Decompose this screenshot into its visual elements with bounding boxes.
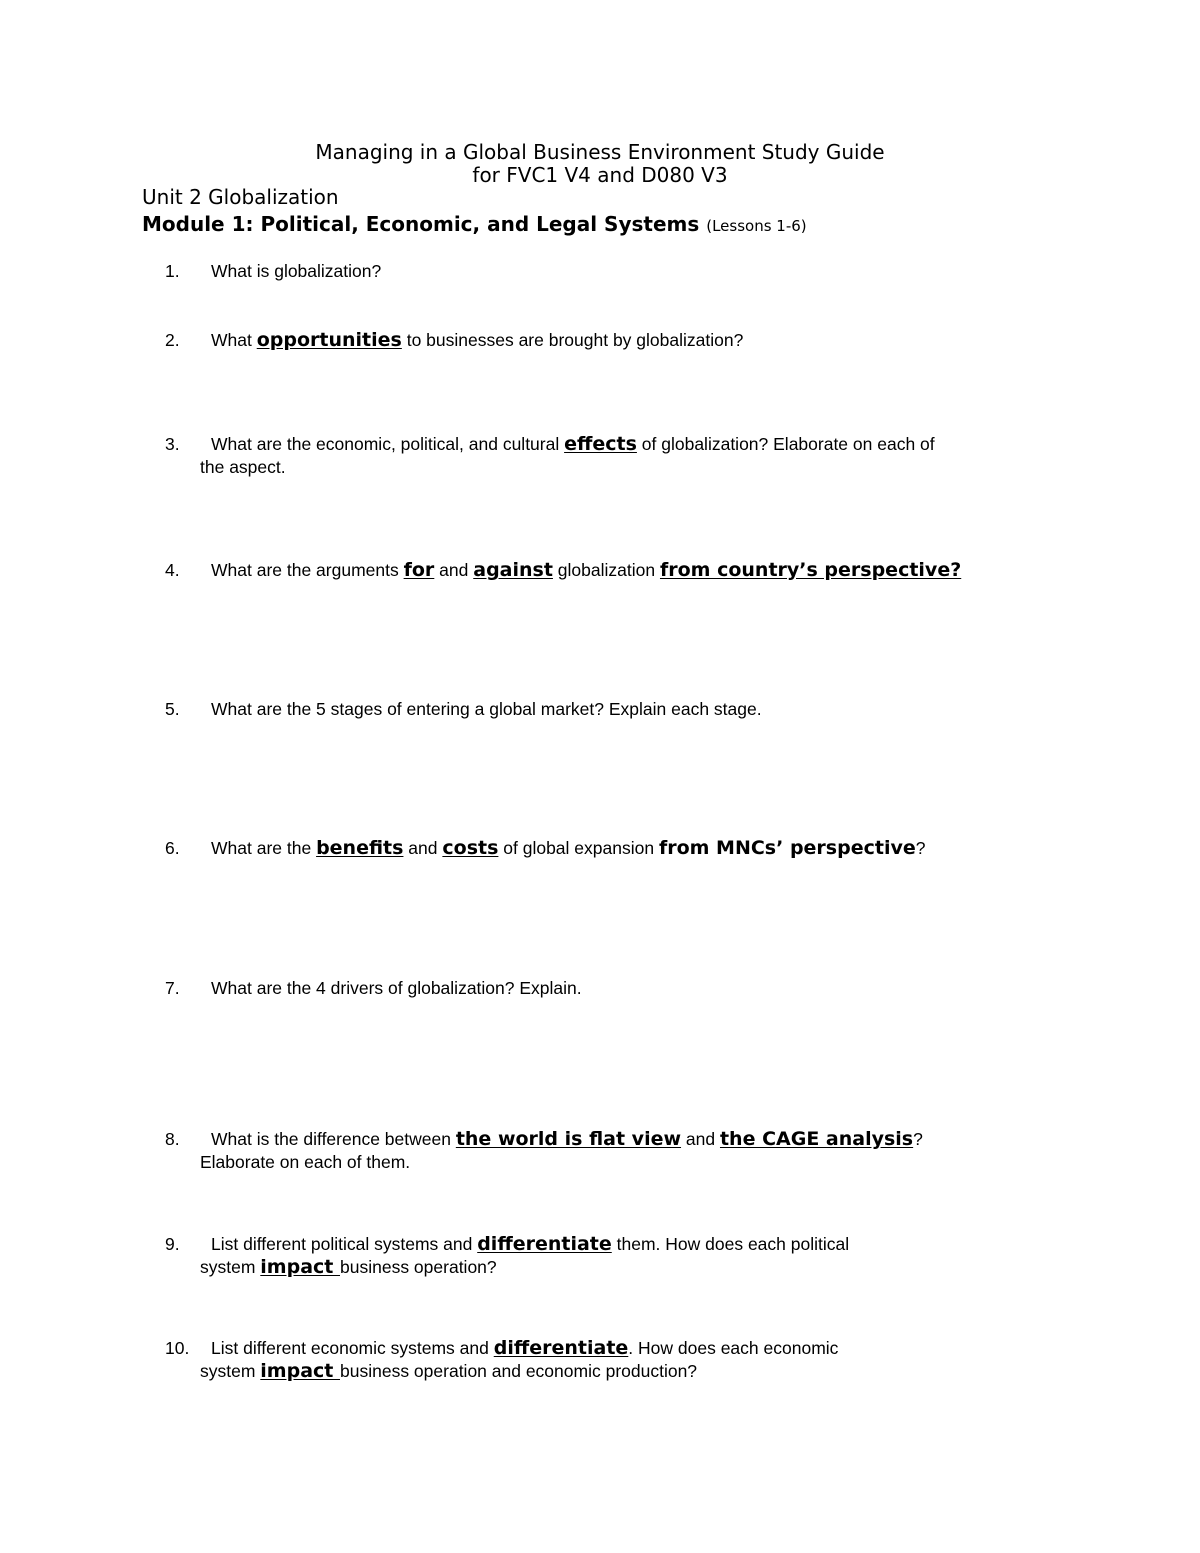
question-text: ? — [915, 838, 926, 858]
question-number: 10. — [165, 1338, 190, 1358]
question-text: List different political systems and — [211, 1234, 478, 1254]
question-text: . How does each economic — [628, 1338, 839, 1358]
question-number: 4. — [165, 560, 180, 580]
question-text: system — [200, 1361, 261, 1381]
keyword-differentiate: differentiate — [493, 1337, 629, 1359]
question-text: What are the arguments — [211, 560, 404, 580]
question-text: business operation? — [340, 1257, 497, 1277]
question-text: and — [681, 1129, 720, 1149]
keyword-costs: costs — [442, 837, 499, 859]
module-title: Module 1: Political, Economic, and Legal Systems — [142, 212, 700, 236]
question-4 — [165, 559, 1045, 582]
question-text: business operation and economic production? — [340, 1361, 698, 1381]
keyword-for: for — [403, 559, 435, 581]
question-1 — [165, 260, 1045, 283]
unit-heading: Unit 2 Globalization — [142, 185, 339, 209]
question-continuation — [165, 1360, 1045, 1383]
question-text: What is the difference between — [211, 1129, 456, 1149]
question-text: of globalization? Elaborate on each of — [636, 434, 935, 454]
keyword-impact: impact — [260, 1360, 340, 1382]
question-text: ? — [913, 1129, 923, 1149]
question-number: 3. — [165, 434, 180, 454]
question-5 — [165, 698, 1045, 721]
module-heading — [142, 211, 807, 239]
keyword-differentiate: differentiate — [477, 1233, 612, 1255]
question-number: 2. — [165, 330, 180, 350]
lessons-range: (Lessons 1-6) — [706, 217, 807, 235]
question-text: List different economic systems and — [211, 1338, 494, 1358]
keyword-world-is-flat: the world is flat view — [455, 1128, 682, 1150]
question-text: What is globalization? — [211, 261, 382, 281]
keyword-effects: effects — [564, 433, 637, 455]
question-7 — [165, 977, 1045, 1000]
keyword-against: against — [473, 559, 553, 581]
question-number: 8. — [165, 1129, 180, 1149]
keyword-impact: impact — [260, 1256, 340, 1278]
question-text: What are the 4 drivers of globalization? Explain. — [211, 978, 582, 998]
question-number: 7. — [165, 978, 180, 998]
question-text: to businesses are brought by globalization? — [401, 330, 744, 350]
document-title: Managing in a Global Business Environment Study Guide — [315, 140, 885, 164]
question-text: globalization — [552, 560, 660, 580]
question-text: of global expansion — [498, 838, 659, 858]
question-text: What are the 5 stages of entering a global market? Explain each stage. — [211, 699, 762, 719]
question-continuation: Elaborate on each of them. — [200, 1152, 411, 1172]
question-number: 6. — [165, 838, 180, 858]
question-continuation: the aspect. — [200, 457, 286, 477]
question-3 — [165, 433, 1045, 479]
keyword-benefits: benefits — [316, 837, 404, 859]
question-6 — [165, 837, 1045, 860]
question-text: What are the — [211, 838, 317, 858]
question-number: 5. — [165, 699, 180, 719]
question-10 — [165, 1337, 1045, 1383]
question-number: 9. — [165, 1234, 180, 1254]
keyword-cage-analysis: the CAGE analysis — [719, 1128, 914, 1150]
keyword-country-perspective: from country’s perspective? — [659, 559, 962, 581]
question-text: What are the economic, political, and cultural — [211, 434, 565, 454]
question-text: system — [200, 1257, 261, 1277]
question-2 — [165, 329, 1045, 352]
question-8 — [165, 1128, 1045, 1174]
keyword-opportunities: opportunities — [256, 329, 402, 351]
question-text: and — [434, 560, 474, 580]
question-text: What — [211, 330, 257, 350]
question-number: 1. — [165, 261, 180, 281]
document-subtitle: for FVC1 V4 and D080 V3 — [472, 163, 728, 187]
question-text: and — [403, 838, 443, 858]
bold-mncs-perspective: from MNCs’ perspective — [658, 837, 916, 859]
question-continuation — [165, 1256, 1045, 1279]
question-text: them. How does each political — [611, 1234, 850, 1254]
question-9 — [165, 1233, 1045, 1279]
